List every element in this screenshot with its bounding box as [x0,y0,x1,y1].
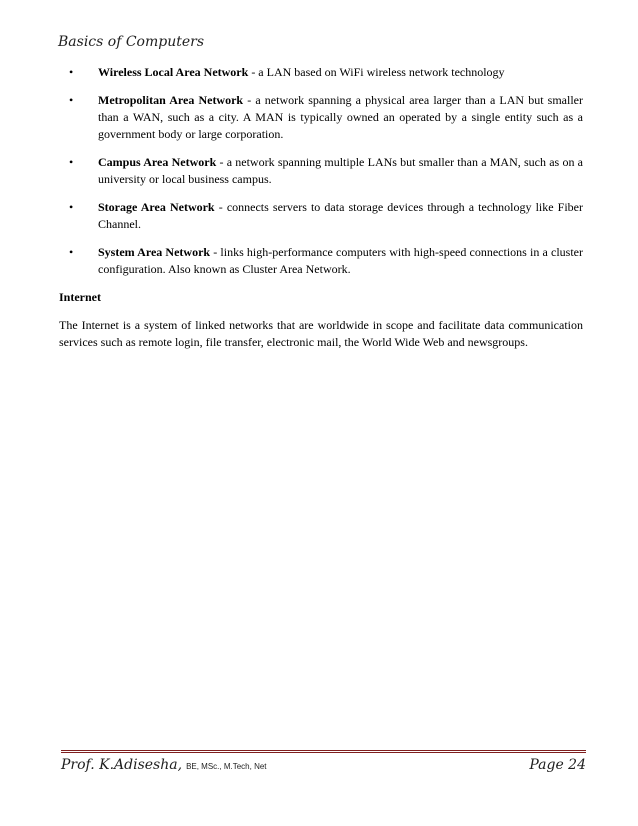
list-item-term: Metropolitan Area Network [98,93,244,107]
page-footer [61,750,586,773]
page-header-title: Basics of Computers [58,34,205,50]
list-item [61,64,583,81]
list-item-text: - a LAN based on WiFi wireless network technology [248,65,505,79]
footer-qualifications: BE, MSc., M.Tech, Net [186,762,267,771]
section-paragraph: The Internet is a system of linked networks that are worldwide in scope and facilitate data communication services such as remote login, file transfer, electronic mail, the World Wide Web and newsgroups. [59,318,583,349]
list-item [61,199,583,233]
list-item-term: System Area Network [98,245,211,259]
list-item-text: - links high-performance computers with high-speed connections in a cluster configuration. Also known as Cluster Area Network. [98,245,583,276]
network-types-list [61,64,583,278]
bullet-icon: • [69,200,74,214]
page-content [61,64,583,351]
bullet-icon: • [69,155,74,169]
bullet-icon: • [69,65,74,79]
bullet-icon: • [69,93,74,107]
page-number: Page 24 [529,757,586,773]
list-item-term: Campus Area Network [98,155,217,169]
list-item [61,92,583,143]
section-heading: Internet [59,290,101,304]
list-item-text: - a network spanning multiple LANs but smaller than a MAN, such as on a university or local business campus. [98,155,584,186]
bullet-icon: • [69,245,74,259]
list-item [61,154,583,188]
list-item-text: - a network spanning a physical area larger than a LAN but smaller than a WAN, such as a city. A MAN is typically owned an operated by a single entity such as a government body or large corporation. [98,93,583,141]
footer-author-block [61,757,267,773]
list-item [61,244,583,278]
list-item-text: - connects servers to data storage devices through a technology like Fiber Channel. [98,200,584,231]
list-item-term: Wireless Local Area Network [98,65,249,79]
list-item-term: Storage Area Network [98,200,215,214]
footer-author: Prof. K.Adisesha, [61,757,183,773]
